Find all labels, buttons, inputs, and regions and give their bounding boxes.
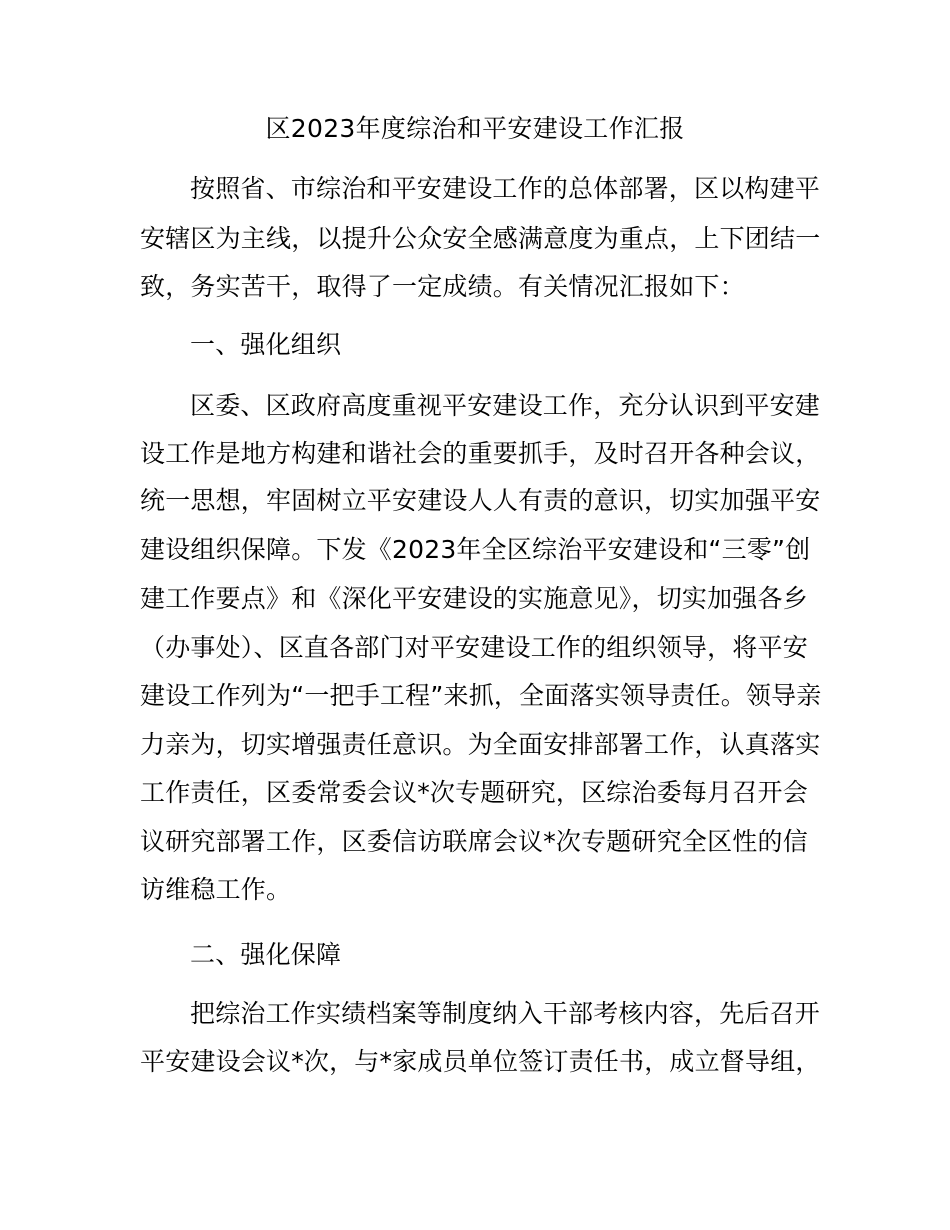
intro-line-3: 致，务实苦干，取得了一定成绩。有关情况汇报如下： [140,272,745,301]
section-1-line: 工作责任，区委常委会议*次专题研究，区综治委每月召开会 [140,778,808,807]
section-1-line: 建工作要点》和《深化平安建设的实施意见》，切实加强各乡 [140,584,808,613]
section-1-line: 设工作是地方构建和谐社会的重要抓手，及时召开各种会议， [140,439,821,468]
section-1-line: 建设工作列为“一把手工程”来抓，全面落实领导责任。领导亲 [140,681,822,710]
section-2-line: 平安建设会议*次，与*家成员单位签订责任书，成立督导组， [140,1047,821,1076]
intro-line-2: 安辖区为主线，以提升公众安全感满意度为重点，上下团结一 [140,224,821,253]
section-1-line: 力亲为，切实增强责任意识。为全面安排部署工作，认真落实 [140,730,821,759]
section-2-line: 把综治工作实绩档案等制度纳入干部考核内容，先后召开 [190,999,821,1028]
section-1-line: 议研究部署工作，区委信访联席会议*次专题研究全区性的信 [140,827,808,856]
section-1-heading: 一、强化组织 [190,330,342,359]
section-1-line: 统一思想，牢固树立平安建设人人有责的意识，切实加强平安 [140,486,821,515]
section-1-line: 访维稳工作。 [140,875,292,904]
section-1-line: （办事处）、区直各部门对平安建设工作的组织领导，将平安 [140,633,808,662]
section-1-line: 区委、区政府高度重视平安建设工作，充分认识到平安建 [190,391,821,420]
section-2-heading: 二、强化保障 [190,940,342,969]
section-1-line: 建设组织保障。下发《2023年全区综治平安建设和“三零”创 [140,535,811,564]
document-title: 区2023年度综治和平安建设工作汇报 [265,114,685,143]
intro-line-1: 按照省、市综治和平安建设工作的总体部署，区以构建平 [190,174,821,203]
